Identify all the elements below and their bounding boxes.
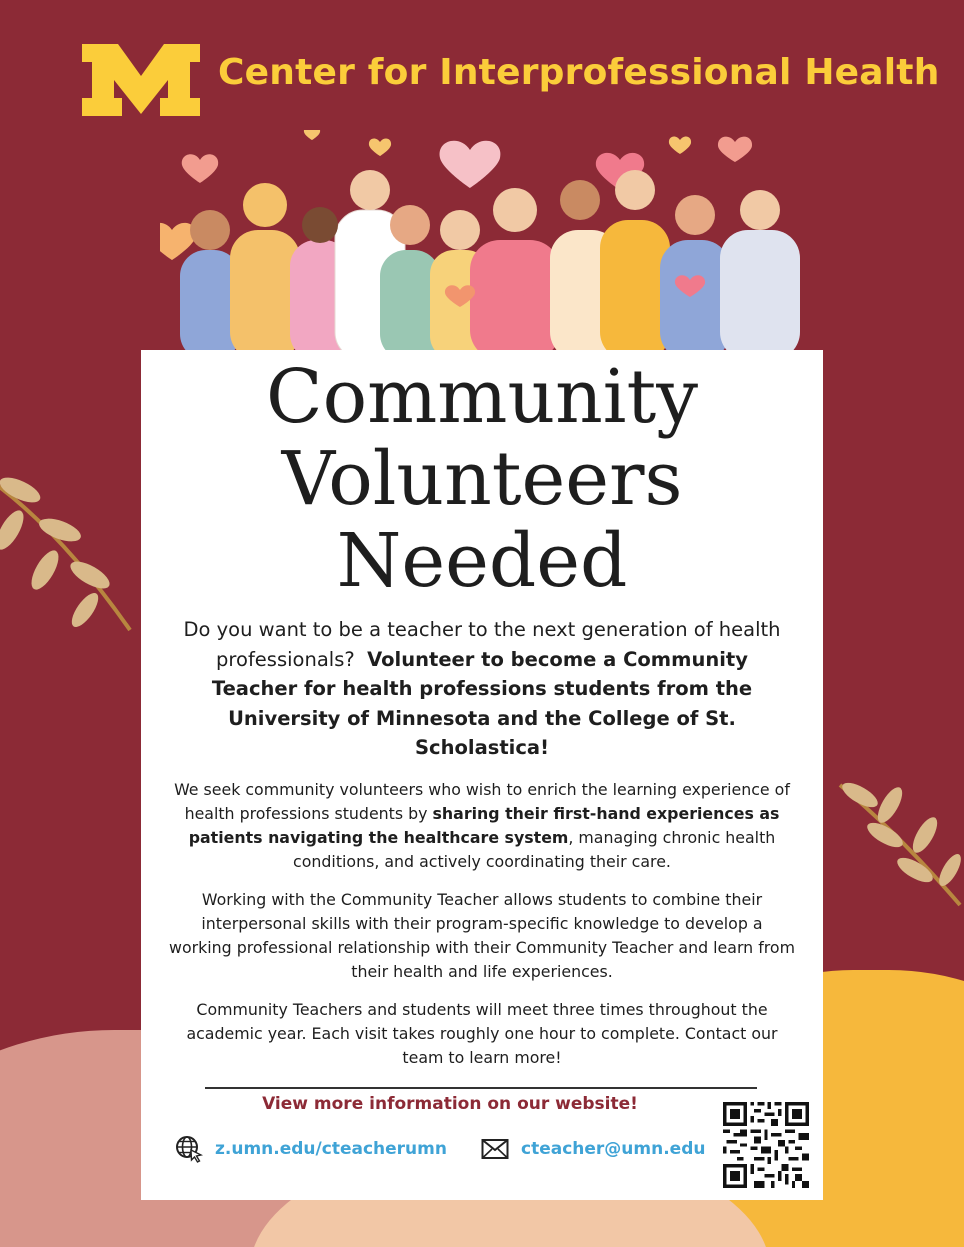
paragraph-schedule: Community Teachers and students will meet three times throughout the academic year. Each visit takes roughly one hour to complete. Contact our team to learn more! <box>186 1000 778 1067</box>
content-card <box>141 350 823 1200</box>
website-link[interactable]: z.umn.edu/cteacherumn <box>215 1139 447 1159</box>
divider <box>205 1087 757 1089</box>
headline-line-2: Volunteers <box>281 436 683 522</box>
paragraph-1-end: , managing chronic health conditions, and actively coordinating their care. <box>293 828 776 871</box>
paragraph-1-text: We seek community volunteers who wish to enrich the learning experience of health professions students by <box>174 780 790 823</box>
qr-code[interactable] <box>723 1102 809 1188</box>
crowd-illustration <box>160 130 820 360</box>
email-link[interactable]: cteacher@umn.edu <box>521 1139 706 1159</box>
intro-paragraph <box>171 615 793 763</box>
email-contact <box>481 1136 705 1162</box>
website-cta: View more information on our website! <box>262 1094 638 1114</box>
org-title: Center for Interprofessional Health <box>218 52 940 93</box>
envelope-icon <box>481 1138 509 1160</box>
headline-line-3: Needed <box>336 518 628 604</box>
headline-line-1: Community <box>265 354 699 440</box>
university-m-logo <box>80 42 202 118</box>
paragraph-working: Working with the Community Teacher allows students to combine their interpersonal skills with their program-specific knowledge to develop a working professional relationship with their Community Teacher and learn from their health and life experiences. <box>169 890 795 981</box>
paragraph-volunteers <box>169 778 795 874</box>
intro-call-to-action: Volunteer to become a Community Teacher for health professions students from the University of Minnesota and the College of St. Scholastica! <box>211 647 753 759</box>
paragraph-1-bold: sharing their first-hand experiences as patients navigating the healthcare system <box>188 804 780 847</box>
leaf-branch-right-icon <box>830 775 964 915</box>
globe-icon <box>175 1135 203 1163</box>
intro-question: Do you want to be a teacher to the next generation of health professionals? <box>183 618 781 671</box>
website-contact <box>175 1136 447 1162</box>
headline <box>141 356 823 602</box>
leaf-branch-left-icon <box>0 460 140 650</box>
